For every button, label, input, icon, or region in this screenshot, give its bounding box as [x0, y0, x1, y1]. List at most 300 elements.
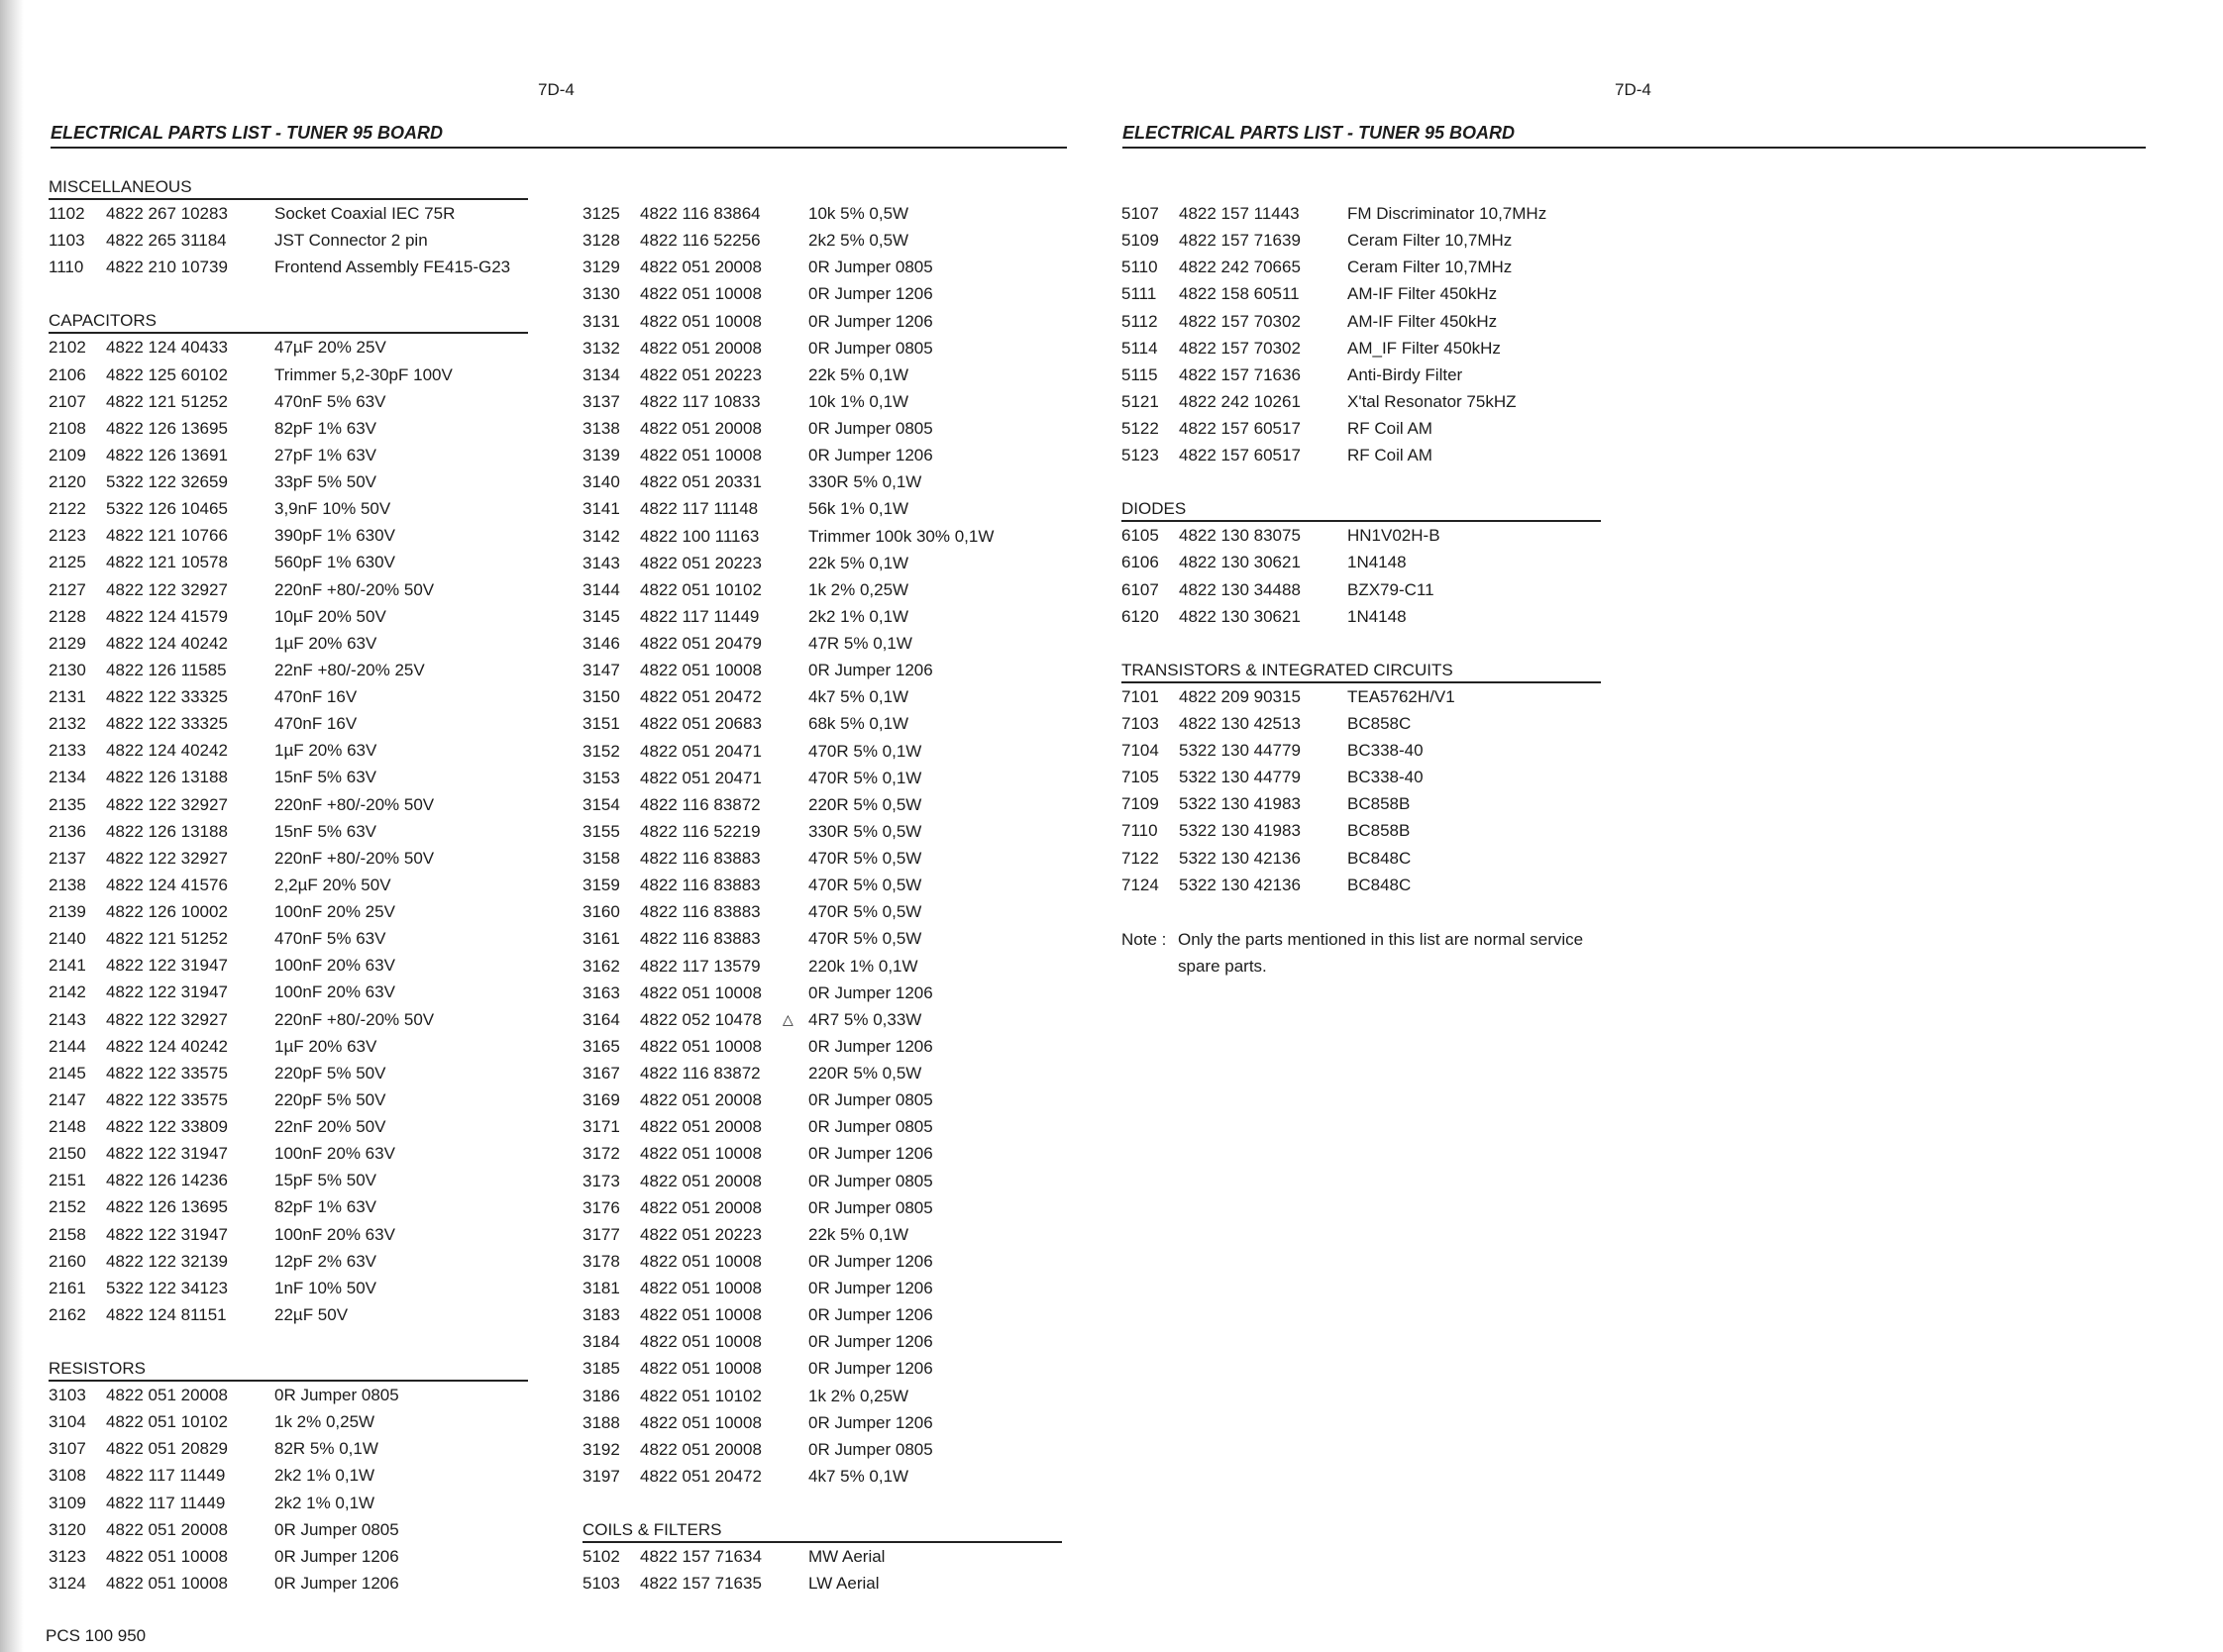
part-ref: 3134: [582, 364, 620, 384]
part-description: LW Aerial: [808, 1574, 880, 1594]
part-code: 4822 051 10008: [640, 1251, 762, 1271]
part-description: 470nF 5% 63V: [274, 929, 386, 949]
parts-row: [49, 1167, 528, 1193]
part-ref: 7101: [1121, 686, 1159, 706]
part-ref: 3183: [582, 1305, 620, 1325]
part-ref: 2148: [49, 1117, 86, 1136]
parts-row: [49, 334, 528, 361]
part-code: 4822 158 60511: [1179, 284, 1300, 304]
part-ref: 3172: [582, 1144, 620, 1164]
parts-row: [1121, 388, 1601, 415]
parts-row: [582, 200, 1062, 227]
part-ref: 3160: [582, 902, 620, 922]
parts-row: [49, 845, 528, 872]
parts-row: [49, 1140, 528, 1167]
safety-warning-icon: △: [783, 1010, 794, 1027]
part-description: Ceram Filter 10,7MHz: [1347, 258, 1513, 277]
part-description: 0R Jumper 1206: [808, 446, 933, 465]
part-description: 1k 2% 0,25W: [274, 1412, 375, 1432]
part-ref: 2160: [49, 1251, 86, 1271]
parts-row: [49, 549, 528, 575]
part-code: 4822 117 10833: [640, 391, 761, 411]
part-ref: 3154: [582, 794, 620, 814]
part-ref: 3171: [582, 1117, 620, 1137]
part-description: 560pF 1% 630V: [274, 553, 395, 572]
part-ref: 3145: [582, 606, 620, 626]
part-code: 4822 051 20008: [640, 1439, 762, 1459]
part-description: BC858B: [1347, 821, 1411, 841]
part-description: 22k 5% 0,1W: [808, 364, 909, 384]
part-code: 4822 125 60102: [106, 364, 228, 384]
part-code: 5322 130 41983: [1179, 821, 1301, 841]
part-ref: 2135: [49, 794, 86, 814]
part-ref: 3137: [582, 391, 620, 411]
part-code: 5322 130 42136: [1179, 875, 1301, 894]
parts-row: [582, 1248, 1062, 1275]
parts-row: [49, 737, 528, 764]
part-description: 0R Jumper 0805: [808, 1117, 933, 1137]
part-ref: 2127: [49, 579, 86, 599]
part-ref: 3143: [582, 553, 620, 572]
part-description: 220nF +80/-20% 50V: [274, 1009, 435, 1029]
part-description: 1N4148: [1347, 606, 1407, 626]
part-description: 470nF 5% 63V: [274, 391, 386, 411]
parts-row: [49, 1490, 528, 1516]
part-ref: 3167: [582, 1064, 620, 1083]
part-description: 220R 5% 0,5W: [808, 794, 922, 814]
part-description: 0R Jumper 1206: [274, 1546, 399, 1566]
parts-row: [49, 254, 528, 280]
parts-row: [582, 925, 1062, 952]
document-code-footer: PCS 100 950: [46, 1626, 147, 1645]
parts-row: [582, 1543, 1062, 1570]
part-description: 470nF 16V: [274, 714, 358, 734]
part-code: 4822 051 10008: [640, 1412, 762, 1432]
parts-row: [49, 1113, 528, 1140]
part-code: 4822 124 81151: [106, 1304, 227, 1324]
parts-row: [1121, 576, 1601, 603]
part-description: Ceram Filter 10,7MHz: [1347, 231, 1513, 251]
parts-row: [49, 1060, 528, 1086]
part-code: 4822 051 10008: [640, 1305, 762, 1325]
part-ref: 3186: [582, 1386, 620, 1405]
part-description: 220nF +80/-20% 50V: [274, 579, 435, 599]
part-description: 12pF 2% 63V: [274, 1251, 377, 1271]
part-description: JST Connector 2 pin: [274, 231, 428, 251]
part-description: 470nF 16V: [274, 687, 358, 706]
part-code: 4822 051 20472: [640, 1466, 762, 1486]
part-description: 0R Jumper 1206: [808, 1332, 933, 1352]
part-code: 4822 126 10002: [106, 902, 228, 921]
part-description: AM_IF Filter 450kHz: [1347, 338, 1501, 358]
part-ref: 2108: [49, 418, 86, 438]
parts-row: [49, 710, 528, 737]
part-ref: 3197: [582, 1466, 620, 1486]
part-code: 4822 124 40242: [106, 1036, 228, 1056]
part-ref: 5109: [1121, 231, 1159, 251]
part-code: 4822 242 70665: [1179, 258, 1301, 277]
part-description: 0R Jumper 1206: [808, 661, 933, 680]
parts-row: [582, 603, 1062, 630]
parts-row: [1121, 603, 1601, 630]
part-code: 4822 157 71635: [640, 1574, 762, 1594]
part-ref: 2109: [49, 445, 86, 465]
part-ref: 2134: [49, 768, 86, 787]
parts-row: [582, 683, 1062, 710]
part-description: 0R Jumper 0805: [808, 1171, 933, 1190]
part-ref: 3108: [49, 1466, 86, 1486]
part-ref: 3178: [582, 1251, 620, 1271]
parts-row: [1121, 200, 1601, 227]
part-ref: 3146: [582, 634, 620, 653]
parts-row: [1121, 361, 1601, 388]
parts-row: [582, 308, 1062, 335]
part-code: 4822 210 10739: [106, 258, 228, 277]
part-ref: 3176: [582, 1197, 620, 1217]
part-ref: 2161: [49, 1278, 86, 1297]
part-code: 4822 130 34488: [1179, 579, 1301, 599]
part-ref: 2150: [49, 1144, 86, 1164]
part-ref: 3147: [582, 661, 620, 680]
parts-row: [582, 1140, 1062, 1167]
part-code: 4822 130 83075: [1179, 526, 1301, 546]
part-code: 4822 100 11163: [640, 526, 760, 546]
part-description: 22nF 20% 50V: [274, 1117, 386, 1136]
part-ref: 2138: [49, 875, 86, 894]
part-ref: 3125: [582, 204, 620, 223]
parts-row: [49, 603, 528, 630]
part-description: 15nF 5% 63V: [274, 768, 377, 787]
parts-row: [49, 1462, 528, 1489]
page-number-left: 7D-4: [538, 80, 575, 99]
part-ref: 7103: [1121, 713, 1159, 733]
part-description: BC848C: [1347, 875, 1412, 894]
part-description: 100nF 20% 63V: [274, 1224, 395, 1244]
part-code: 4822 122 33325: [106, 714, 228, 734]
part-ref: 3130: [582, 284, 620, 304]
part-code: 4822 051 20223: [640, 553, 762, 572]
parts-row: [49, 1275, 528, 1301]
part-ref: 3161: [582, 929, 620, 949]
section-spacer: [1121, 630, 1601, 657]
part-code: 4822 124 40242: [106, 633, 228, 653]
part-code: 4822 051 10008: [640, 982, 762, 1002]
part-code: 4822 051 20471: [640, 741, 762, 761]
part-description: 390pF 1% 630V: [274, 526, 395, 546]
parts-row: [582, 657, 1062, 683]
part-ref: 2158: [49, 1224, 86, 1244]
parts-row: [49, 1570, 528, 1597]
part-description: 100nF 20% 63V: [274, 1144, 395, 1164]
part-description: 4k7 5% 0,1W: [808, 687, 909, 707]
parts-row: [1121, 415, 1601, 442]
part-description: 10µF 20% 50V: [274, 606, 386, 626]
page-title-right: [1122, 123, 2146, 149]
parts-row: [1121, 845, 1601, 872]
parts-row: [49, 468, 528, 495]
part-description: 3,9nF 10% 50V: [274, 499, 391, 519]
part-code: 4822 116 83872: [640, 1064, 761, 1083]
part-ref: 3163: [582, 982, 620, 1002]
part-code: 4822 051 20479: [640, 634, 762, 653]
part-code: 5322 130 41983: [1179, 794, 1301, 814]
part-code: 4822 116 83883: [640, 876, 761, 895]
parts-row: [49, 227, 528, 254]
parts-row: [582, 1086, 1062, 1113]
part-code: 4822 051 20008: [640, 1117, 762, 1137]
part-description: 470R 5% 0,5W: [808, 876, 922, 895]
part-code: 4822 051 10102: [106, 1412, 228, 1432]
parts-row: [582, 415, 1062, 442]
part-code: 4822 051 20008: [106, 1386, 228, 1404]
part-description: 0R Jumper 1206: [808, 1251, 933, 1271]
part-description: 0R Jumper 0805: [808, 338, 933, 358]
part-code: 4822 116 83883: [640, 902, 761, 922]
part-code: 4822 157 60517: [1179, 446, 1301, 465]
parts-row: [49, 898, 528, 925]
part-code: 5322 130 42136: [1179, 848, 1301, 868]
part-description: X'tal Resonator 75kHZ: [1347, 391, 1517, 411]
part-code: 4822 124 41579: [106, 606, 228, 626]
parts-row: [1121, 710, 1601, 737]
part-code: 4822 051 10008: [640, 1359, 762, 1379]
part-code: 5322 126 10465: [106, 499, 228, 519]
part-description: 10k 5% 0,5W: [808, 204, 909, 223]
part-ref: 2142: [49, 982, 86, 1002]
parts-row: [49, 657, 528, 683]
parts-row: [582, 1168, 1062, 1194]
part-description: 330R 5% 0,1W: [808, 472, 922, 492]
parts-row: [49, 791, 528, 818]
part-description: 0R Jumper 0805: [808, 1197, 933, 1217]
part-ref: 3181: [582, 1279, 620, 1297]
part-ref: 3120: [49, 1519, 86, 1539]
parts-column-3: [1121, 200, 1601, 976]
part-code: 4822 117 11449: [106, 1493, 226, 1512]
parts-row: [1121, 549, 1601, 575]
part-description: 0R Jumper 0805: [808, 258, 933, 277]
part-description: 1µF 20% 63V: [274, 741, 377, 761]
parts-row: [49, 1086, 528, 1113]
part-code: 4822 121 51252: [106, 391, 228, 411]
part-ref: 7124: [1121, 875, 1159, 894]
part-description: 330R 5% 0,5W: [808, 821, 922, 841]
part-description: Trimmer 100k 30% 0,1W: [808, 526, 995, 546]
part-description: 0R Jumper 0805: [808, 419, 933, 438]
part-code: 4822 117 11449: [106, 1466, 226, 1486]
part-ref: 3185: [582, 1359, 620, 1379]
part-code: 4822 116 52219: [640, 821, 761, 841]
part-ref: 6107: [1121, 579, 1159, 599]
part-ref: 2139: [49, 902, 86, 921]
part-description: BZX79-C11: [1347, 579, 1434, 599]
part-code: 5322 122 32659: [106, 472, 228, 491]
part-description: 0R Jumper 0805: [274, 1519, 399, 1539]
part-ref: 7105: [1121, 768, 1159, 787]
part-description: BC338-40: [1347, 768, 1424, 787]
parts-row: [49, 1382, 528, 1408]
parts-row: [582, 1301, 1062, 1328]
part-ref: 6105: [1121, 526, 1159, 546]
section-heading: COILS & FILTERS: [582, 1516, 1062, 1543]
part-ref: 3173: [582, 1171, 620, 1190]
part-code: 4822 051 20008: [640, 1090, 762, 1110]
parts-row: [49, 200, 528, 227]
part-code: 4822 122 32927: [106, 1009, 228, 1029]
part-description: 0R Jumper 1206: [274, 1573, 399, 1593]
part-ref: 1102: [49, 204, 85, 223]
parts-row: [49, 1033, 528, 1060]
title-rule: [51, 147, 1067, 149]
part-ref: 3131: [582, 311, 620, 331]
section-heading: DIODES: [1121, 495, 1601, 522]
parts-row: [49, 952, 528, 979]
parts-row: [49, 979, 528, 1005]
parts-row: [1121, 737, 1601, 764]
part-description: 15nF 5% 63V: [274, 821, 377, 841]
part-code: 4822 121 51252: [106, 929, 228, 949]
parts-row: [1121, 522, 1601, 549]
part-description: 220k 1% 0,1W: [808, 956, 918, 976]
part-code: 4822 122 31947: [106, 1144, 228, 1164]
parts-row: [49, 872, 528, 898]
part-code: 4822 051 20683: [640, 714, 762, 734]
part-description: 1k 2% 0,25W: [808, 1386, 909, 1405]
part-ref: 3142: [582, 526, 620, 546]
part-ref: 3129: [582, 258, 620, 277]
title-rule: [1122, 147, 2146, 149]
part-description: FM Discriminator 10,7MHz: [1347, 204, 1547, 223]
parts-row: [49, 630, 528, 657]
part-description: BC858C: [1347, 713, 1412, 733]
parts-row: [582, 845, 1062, 872]
part-code: 4822 051 20223: [640, 1224, 762, 1244]
part-ref: 3144: [582, 579, 620, 599]
part-ref: 5122: [1121, 419, 1159, 438]
part-description: 0R Jumper 1206: [808, 1359, 933, 1379]
part-description: RF Coil AM: [1347, 419, 1432, 438]
part-description: BC848C: [1347, 848, 1412, 868]
parts-row: [49, 818, 528, 845]
part-code: 4822 052 10478: [640, 1009, 762, 1029]
parts-row: [49, 764, 528, 790]
part-ref: 2107: [49, 391, 86, 411]
parts-row: [1121, 254, 1601, 280]
part-description: Anti-Birdy Filter: [1347, 364, 1463, 384]
part-description: Socket Coaxial IEC 75R: [274, 204, 456, 223]
part-ref: 2123: [49, 526, 86, 546]
part-description: MW Aerial: [808, 1547, 886, 1566]
part-ref: 3138: [582, 419, 620, 438]
part-ref: 2128: [49, 606, 86, 626]
part-code: 4822 130 30621: [1179, 606, 1301, 626]
part-code: 4822 051 10008: [640, 311, 762, 331]
part-ref: 3132: [582, 338, 620, 358]
part-code: 4822 051 20331: [640, 472, 762, 492]
part-ref: 2129: [49, 633, 86, 653]
part-ref: 3107: [49, 1439, 86, 1459]
part-code: 4822 122 33575: [106, 1063, 228, 1083]
part-description: 4k7 5% 0,1W: [808, 1466, 909, 1486]
part-code: 4822 051 20471: [640, 768, 762, 787]
page-number-right: 7D-4: [1615, 80, 1651, 99]
note-label: Note :: [1121, 929, 1167, 949]
parts-row: [49, 1301, 528, 1328]
part-ref: 3103: [49, 1386, 86, 1404]
part-ref: 3188: [582, 1412, 620, 1432]
parts-row: [582, 1570, 1062, 1597]
part-description: 0R Jumper 0805: [808, 1439, 933, 1459]
part-description: 1µF 20% 63V: [274, 633, 377, 653]
part-description: 15pF 5% 50V: [274, 1171, 377, 1190]
part-code: 4822 122 32927: [106, 579, 228, 599]
part-ref: 3177: [582, 1224, 620, 1244]
part-code: 4822 116 83883: [640, 929, 761, 949]
section-spacer: [49, 1328, 528, 1355]
part-ref: 3169: [582, 1090, 620, 1110]
part-code: 4822 157 60517: [1179, 419, 1301, 438]
part-code: 4822 124 40242: [106, 741, 228, 761]
part-ref: 5114: [1121, 338, 1158, 358]
parts-row: [49, 495, 528, 522]
parts-row: [49, 1408, 528, 1435]
part-description: 2k2 1% 0,1W: [274, 1493, 375, 1512]
parts-row: [582, 1194, 1062, 1221]
part-code: 4822 051 10008: [106, 1573, 228, 1593]
part-code: 4822 051 20008: [640, 258, 762, 277]
part-description: RF Coil AM: [1347, 446, 1432, 465]
parts-row: [1121, 335, 1601, 361]
part-code: 4822 157 71639: [1179, 231, 1301, 251]
part-description: 22µF 50V: [274, 1304, 349, 1324]
part-ref: 3155: [582, 821, 620, 841]
part-ref: 2131: [49, 687, 86, 706]
parts-row: [582, 1409, 1062, 1436]
part-ref: 5110: [1121, 258, 1158, 277]
part-code: 4822 157 71636: [1179, 364, 1301, 384]
parts-row: [582, 1463, 1062, 1490]
part-code: 4822 122 31947: [106, 982, 228, 1002]
part-code: 5322 130 44779: [1179, 768, 1301, 787]
part-ref: 5103: [582, 1574, 620, 1594]
part-description: 33pF 5% 50V: [274, 472, 377, 491]
part-code: 4822 126 13695: [106, 1197, 228, 1217]
title-text: ELECTRICAL PARTS LIST - TUNER 95 BOARD: [51, 123, 444, 143]
part-code: 4822 130 42513: [1179, 713, 1301, 733]
parts-row: [1121, 817, 1601, 844]
part-description: 0R Jumper 0805: [274, 1386, 399, 1404]
part-description: 100nF 20% 63V: [274, 956, 395, 976]
part-description: 82pF 1% 63V: [274, 1197, 377, 1217]
part-code: 4822 117 11449: [640, 606, 760, 626]
part-description: 220nF +80/-20% 50V: [274, 794, 435, 814]
parts-row: [582, 1060, 1062, 1086]
parts-row: [582, 361, 1062, 388]
part-ref: 6106: [1121, 553, 1159, 572]
parts-row: [582, 738, 1062, 765]
parts-row: [582, 791, 1062, 818]
part-ref: 2122: [49, 499, 86, 519]
parts-row: [49, 925, 528, 952]
part-code: 4822 267 10283: [106, 204, 228, 223]
part-description: 2,2µF 20% 50V: [274, 875, 391, 894]
part-description: Frontend Assembly FE415-G23: [274, 258, 511, 277]
parts-row: [582, 1383, 1062, 1409]
part-code: 4822 116 83864: [640, 204, 761, 223]
part-code: 4822 051 20008: [640, 419, 762, 438]
parts-row: [1121, 308, 1601, 335]
part-ref: 2145: [49, 1063, 86, 1083]
